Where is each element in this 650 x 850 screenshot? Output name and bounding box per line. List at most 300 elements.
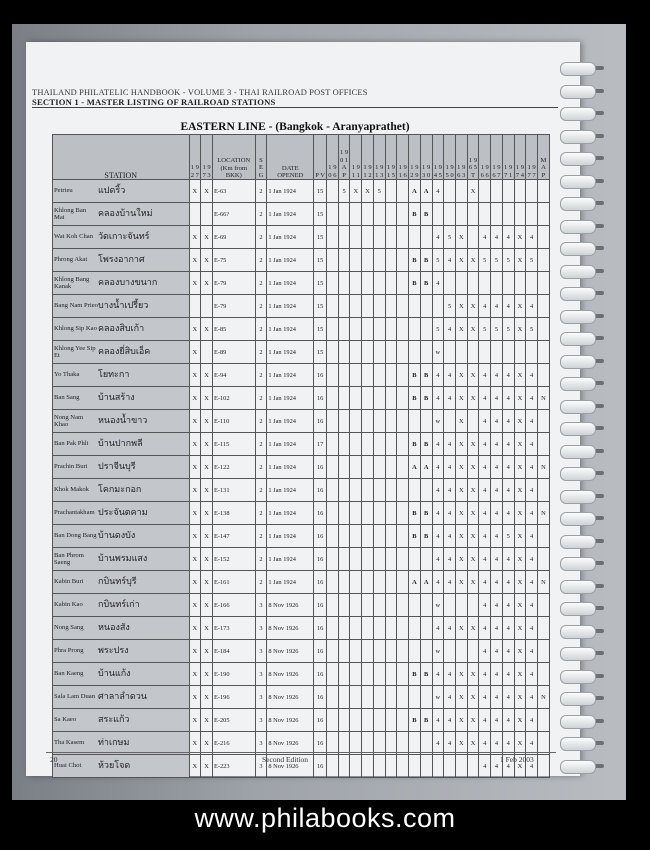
table-cell: 4: [479, 571, 491, 594]
table-cell: [420, 594, 432, 617]
table-cell: [201, 203, 213, 226]
table-cell: [327, 686, 339, 709]
table-cell: E-115: [212, 433, 255, 456]
table-cell: X: [201, 525, 213, 548]
table-cell: N: [537, 456, 549, 479]
station-name-thai: กบินทร์เก่า: [98, 599, 140, 610]
table-cell: E-216: [212, 732, 255, 755]
table-cell: X: [514, 755, 526, 778]
table-cell: [491, 180, 503, 203]
table-cell: [350, 203, 362, 226]
table-row: [53, 364, 550, 387]
table-cell: 4: [444, 318, 456, 341]
table-cell: 16: [314, 387, 327, 410]
table-cell: 4: [502, 732, 514, 755]
table-cell: 4: [479, 226, 491, 249]
table-cell: [526, 272, 538, 295]
table-cell: 4: [479, 364, 491, 387]
binding-ring: [560, 625, 596, 639]
table-cell: 16: [314, 617, 327, 640]
table-cell: E-131: [212, 479, 255, 502]
binding-ring: [560, 220, 596, 234]
table-cell: 4: [526, 226, 538, 249]
table-cell: [397, 180, 409, 203]
table-cell: [350, 686, 362, 709]
table-cell: [397, 502, 409, 525]
table-cell: X: [467, 479, 479, 502]
table-cell: [373, 364, 385, 387]
table-cell: 4: [526, 663, 538, 686]
table-cell: 1 Jan 1924: [267, 364, 314, 387]
table-cell: [537, 249, 549, 272]
table-cell: X: [189, 525, 201, 548]
table-cell: [385, 525, 397, 548]
table-cell: X: [201, 732, 213, 755]
table-cell: X: [514, 410, 526, 433]
running-header: THAILAND PHILATELIC HANDBOOK - VOLUME 3 - THAI RAILROAD POST OFFICES: [32, 88, 368, 97]
binding-ring: [560, 445, 596, 459]
table-cell: [420, 318, 432, 341]
table-cell: 3: [255, 709, 267, 732]
table-cell: X: [189, 433, 201, 456]
table-cell: 2: [255, 272, 267, 295]
table-cell: [350, 410, 362, 433]
table-cell: [420, 755, 432, 778]
station-cell: [53, 755, 190, 778]
table-cell: [350, 663, 362, 686]
table-cell: [362, 479, 374, 502]
table-cell: [350, 295, 362, 318]
table-cell: X: [189, 456, 201, 479]
column-header: 1 9 1 1: [350, 135, 362, 180]
table-cell: [397, 387, 409, 410]
table-cell: 4: [526, 594, 538, 617]
binding-ring: [560, 422, 596, 436]
table-cell: X: [455, 456, 467, 479]
table-cell: [491, 341, 503, 364]
table-cell: [397, 594, 409, 617]
column-header: 1 9 7 7: [526, 135, 538, 180]
station-cell: [53, 640, 190, 663]
table-cell: 5: [479, 249, 491, 272]
binding-ring: [560, 242, 596, 256]
table-cell: [397, 571, 409, 594]
station-name-english: Tha Kasem: [54, 739, 85, 747]
table-cell: [362, 548, 374, 571]
table-cell: 4: [444, 456, 456, 479]
station-name-thai: โคกมะกอก: [98, 484, 142, 495]
binding-ring: [560, 377, 596, 391]
table-cell: [455, 272, 467, 295]
table-cell: B: [420, 502, 432, 525]
table-cell: X: [455, 387, 467, 410]
table-cell: 4: [479, 410, 491, 433]
station-name-english: Wat Koh Chan: [54, 233, 94, 241]
table-cell: 1 Jan 1924: [267, 525, 314, 548]
table-cell: 5: [373, 180, 385, 203]
table-cell: 4: [526, 571, 538, 594]
station-cell: [53, 387, 190, 410]
column-header: 1 9 3 0: [420, 135, 432, 180]
table-cell: 4: [502, 410, 514, 433]
table-cell: [385, 548, 397, 571]
table-cell: [373, 410, 385, 433]
table-cell: [327, 548, 339, 571]
table-cell: X: [350, 180, 362, 203]
table-cell: [373, 295, 385, 318]
table-cell: [350, 479, 362, 502]
table-cell: [537, 640, 549, 663]
table-cell: [455, 180, 467, 203]
table-cell: [491, 203, 503, 226]
station-table: [52, 134, 550, 778]
table-cell: [362, 594, 374, 617]
table-cell: 4: [491, 571, 503, 594]
table-cell: [385, 594, 397, 617]
table-cell: [327, 295, 339, 318]
table-cell: X: [455, 318, 467, 341]
table-cell: E-69: [212, 226, 255, 249]
table-cell: [350, 226, 362, 249]
column-header: 1 9 6 6: [479, 135, 491, 180]
table-cell: X: [514, 479, 526, 502]
station-cell: [53, 433, 190, 456]
table-cell: [420, 226, 432, 249]
table-cell: X: [201, 410, 213, 433]
table-cell: [385, 571, 397, 594]
table-cell: X: [467, 433, 479, 456]
table-cell: [338, 203, 350, 226]
table-cell: X: [201, 755, 213, 778]
table-cell: 16: [314, 571, 327, 594]
table-cell: 4: [502, 456, 514, 479]
table-cell: [385, 249, 397, 272]
table-cell: X: [201, 180, 213, 203]
station-cell: [53, 341, 190, 364]
table-cell: 1 Jan 1924: [267, 295, 314, 318]
table-cell: E-152: [212, 548, 255, 571]
station-name-english: Prachin Buri: [54, 463, 88, 471]
table-cell: [338, 226, 350, 249]
table-cell: X: [189, 479, 201, 502]
table-cell: [420, 410, 432, 433]
station-name-thai: พระปรง: [98, 645, 129, 656]
table-cell: [189, 295, 201, 318]
table-cell: 4: [502, 686, 514, 709]
table-cell: [350, 525, 362, 548]
table-row: [53, 686, 550, 709]
column-header: 1 9 7 3: [201, 135, 213, 180]
table-cell: 4: [479, 617, 491, 640]
table-cell: 4: [432, 502, 444, 525]
table-cell: w: [432, 686, 444, 709]
table-cell: [338, 410, 350, 433]
table-cell: 15: [314, 272, 327, 295]
table-cell: E-161: [212, 571, 255, 594]
table-cell: X: [189, 548, 201, 571]
column-header: 1 9 4 5: [432, 135, 444, 180]
table-cell: X: [467, 502, 479, 525]
table-cell: 4: [444, 364, 456, 387]
table-cell: [327, 456, 339, 479]
table-cell: 5: [432, 318, 444, 341]
table-cell: 4: [479, 433, 491, 456]
table-cell: X: [189, 318, 201, 341]
table-cell: [537, 548, 549, 571]
table-cell: B: [420, 525, 432, 548]
table-cell: X: [201, 617, 213, 640]
table-cell: [537, 295, 549, 318]
table-header-row: [53, 135, 550, 180]
table-cell: [362, 249, 374, 272]
table-cell: 4: [502, 755, 514, 778]
station-cell: [53, 410, 190, 433]
table-cell: [373, 548, 385, 571]
table-cell: 4: [502, 502, 514, 525]
table-cell: X: [189, 640, 201, 663]
table-cell: 2: [255, 295, 267, 318]
table-cell: X: [455, 617, 467, 640]
table-cell: [327, 755, 339, 778]
table-cell: B: [420, 709, 432, 732]
station-cell: [53, 180, 190, 203]
table-cell: 16: [314, 732, 327, 755]
table-cell: 3: [255, 755, 267, 778]
table-cell: E-66?: [212, 203, 255, 226]
table-cell: [327, 525, 339, 548]
table-cell: 4: [491, 456, 503, 479]
table-cell: 4: [444, 525, 456, 548]
table-cell: [514, 203, 526, 226]
table-cell: [350, 617, 362, 640]
table-cell: [537, 594, 549, 617]
table-cell: [502, 272, 514, 295]
station-name-thai: คลองบางขนาก: [98, 277, 158, 288]
table-cell: 2: [255, 433, 267, 456]
table-cell: 1 Jan 1924: [267, 341, 314, 364]
station-name-english: Ban Phrom Saeng: [54, 551, 84, 566]
table-cell: E-190: [212, 663, 255, 686]
table-cell: [350, 387, 362, 410]
table-cell: X: [467, 525, 479, 548]
column-header: 1 9 1 3: [373, 135, 385, 180]
binding-ring: [560, 107, 596, 121]
binding-ring: [560, 512, 596, 526]
table-cell: [385, 755, 397, 778]
table-cell: E-138: [212, 502, 255, 525]
table-cell: X: [467, 617, 479, 640]
table-cell: [373, 525, 385, 548]
table-cell: X: [189, 709, 201, 732]
table-cell: 4: [432, 364, 444, 387]
station-name-thai: คลองยี่สิบเอ็ค: [98, 346, 151, 357]
table-cell: 4: [432, 571, 444, 594]
table-cell: [514, 180, 526, 203]
table-cell: 4: [526, 479, 538, 502]
table-cell: X: [514, 732, 526, 755]
table-cell: [537, 410, 549, 433]
column-header: DATE OPENED: [267, 135, 314, 180]
table-cell: 15: [314, 341, 327, 364]
table-cell: 4: [491, 226, 503, 249]
table-cell: [397, 364, 409, 387]
table-cell: 4: [491, 709, 503, 732]
table-cell: [350, 249, 362, 272]
table-cell: [385, 341, 397, 364]
station-cell: [53, 617, 190, 640]
table-cell: X: [455, 732, 467, 755]
table-cell: [467, 594, 479, 617]
table-cell: 5: [338, 180, 350, 203]
table-cell: E-184: [212, 640, 255, 663]
table-cell: E-196: [212, 686, 255, 709]
table-cell: [327, 387, 339, 410]
table-cell: 2: [255, 479, 267, 502]
table-cell: 4: [526, 502, 538, 525]
binding-ring: [560, 602, 596, 616]
table-cell: B: [409, 663, 421, 686]
table-cell: [385, 387, 397, 410]
binding-ring: [560, 692, 596, 706]
table-cell: 2: [255, 364, 267, 387]
table-cell: [338, 525, 350, 548]
table-cell: 4: [432, 663, 444, 686]
table-cell: [373, 617, 385, 640]
table-cell: [373, 502, 385, 525]
table-cell: X: [362, 180, 374, 203]
table-cell: [338, 364, 350, 387]
table-cell: 4: [502, 548, 514, 571]
table-cell: N: [537, 686, 549, 709]
table-cell: 5: [502, 318, 514, 341]
binding-ring: [560, 175, 596, 189]
binding-ring: [560, 670, 596, 684]
table-cell: 5: [432, 249, 444, 272]
station-cell: [53, 226, 190, 249]
table-cell: [362, 571, 374, 594]
station-name-english: Ban Kaeng: [54, 670, 84, 678]
table-cell: 4: [444, 548, 456, 571]
table-cell: [409, 318, 421, 341]
table-cell: [338, 387, 350, 410]
table-cell: 1 Jan 1924: [267, 272, 314, 295]
table-cell: [526, 180, 538, 203]
table-cell: X: [514, 617, 526, 640]
table-cell: E-79: [212, 272, 255, 295]
table-cell: [373, 640, 385, 663]
station-cell: [53, 272, 190, 295]
table-cell: X: [189, 249, 201, 272]
table-cell: [491, 272, 503, 295]
table-cell: 8 Nov 1926: [267, 617, 314, 640]
table-cell: X: [455, 479, 467, 502]
table-cell: X: [189, 594, 201, 617]
table-cell: X: [514, 640, 526, 663]
station-cell: [53, 663, 190, 686]
table-cell: X: [514, 364, 526, 387]
table-row: [53, 410, 550, 433]
table-cell: [537, 709, 549, 732]
table-cell: X: [201, 272, 213, 295]
table-cell: 2: [255, 525, 267, 548]
binding-ring: [560, 760, 596, 774]
table-cell: [537, 479, 549, 502]
station-name-thai: คลองบ้านใหม่: [98, 208, 153, 219]
publish-date: 1 Feb 2003: [500, 755, 534, 764]
table-cell: [338, 318, 350, 341]
table-cell: 4: [526, 295, 538, 318]
table-cell: 2: [255, 249, 267, 272]
table-cell: [385, 318, 397, 341]
table-cell: [327, 617, 339, 640]
table-cell: [327, 249, 339, 272]
table-cell: [514, 341, 526, 364]
table-cell: [350, 433, 362, 456]
table-cell: [385, 295, 397, 318]
table-cell: 4: [432, 548, 444, 571]
table-cell: [385, 433, 397, 456]
table-cell: X: [201, 640, 213, 663]
table-cell: [385, 226, 397, 249]
binding-ring: [560, 265, 596, 279]
table-cell: [467, 410, 479, 433]
table-cell: B: [409, 387, 421, 410]
binding-ring: [560, 467, 596, 481]
table-cell: [397, 709, 409, 732]
station-name-thai: โพรงอากาศ: [98, 254, 145, 265]
table-cell: [362, 663, 374, 686]
table-cell: 3: [255, 640, 267, 663]
table-cell: [409, 226, 421, 249]
column-header: 1 9 1 2: [362, 135, 374, 180]
table-cell: [537, 203, 549, 226]
table-cell: [373, 479, 385, 502]
binding-ring: [560, 715, 596, 729]
table-cell: [350, 755, 362, 778]
table-cell: X: [189, 502, 201, 525]
table-cell: X: [467, 571, 479, 594]
table-cell: [327, 433, 339, 456]
page-number: 20: [50, 755, 58, 764]
table-cell: 4: [491, 295, 503, 318]
table-cell: E-79: [212, 295, 255, 318]
table-cell: 4: [502, 663, 514, 686]
table-cell: [327, 594, 339, 617]
table-cell: 4: [502, 640, 514, 663]
table-cell: [502, 180, 514, 203]
table-cell: [338, 571, 350, 594]
table-cell: [327, 341, 339, 364]
table-cell: [432, 295, 444, 318]
table-cell: [350, 571, 362, 594]
table-cell: 2: [255, 226, 267, 249]
table-cell: [502, 341, 514, 364]
table-cell: 4: [502, 295, 514, 318]
table-cell: 4: [491, 433, 503, 456]
station-name-english: Sa Kaeo: [54, 716, 77, 724]
table-cell: 5: [444, 226, 456, 249]
table-cell: 8 Nov 1926: [267, 732, 314, 755]
table-cell: [362, 364, 374, 387]
binding-ring: [560, 62, 596, 76]
table-cell: E-205: [212, 709, 255, 732]
table-cell: [432, 755, 444, 778]
table-cell: 15: [314, 180, 327, 203]
station-cell: [53, 295, 190, 318]
station-name-thai: กบินทร์บุรี: [98, 576, 137, 587]
table-cell: [397, 410, 409, 433]
table-cell: X: [455, 663, 467, 686]
